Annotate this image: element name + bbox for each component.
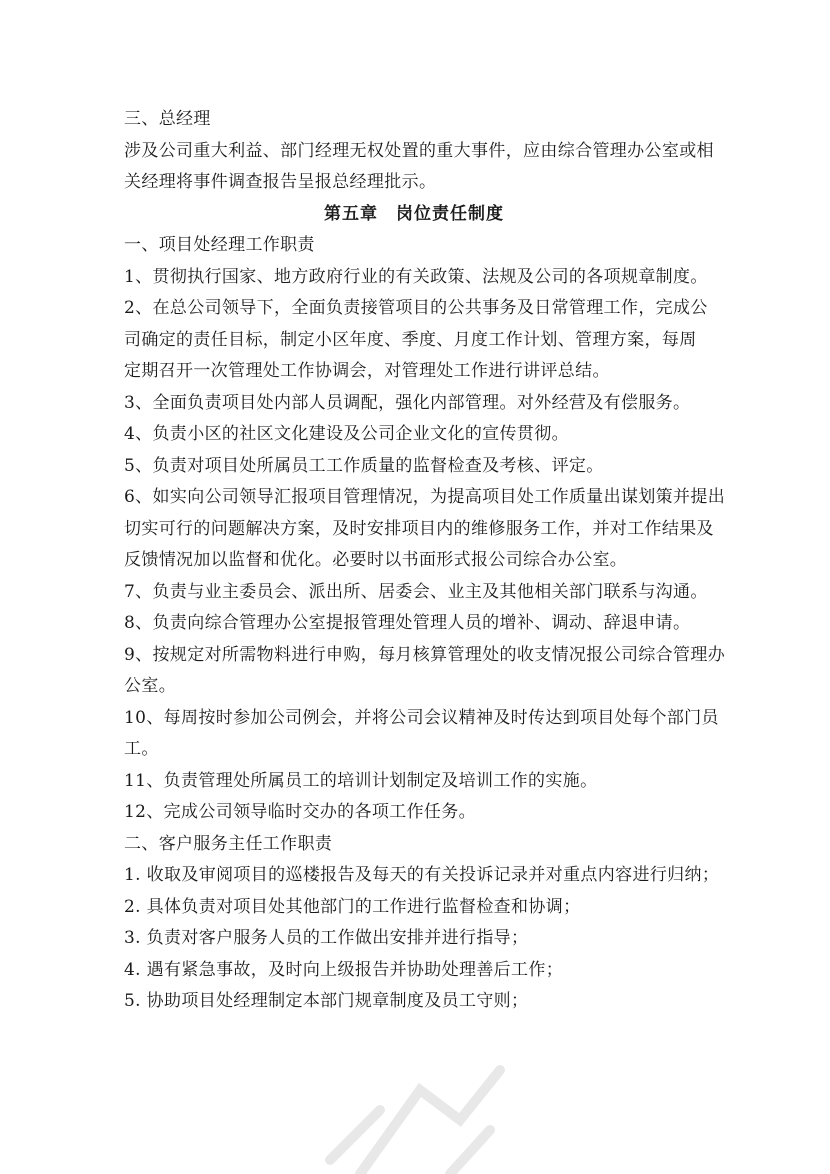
- section-heading-project-manager: 一、项目处经理工作职责: [124, 235, 315, 255]
- paragraph-line: 涉及公司重大利益、部门经理无权处置的重大事件，应由综合管理办公室或相: [124, 140, 714, 161]
- list-item: 2. 具体负责对项目处其他部门的工作进行监督检查和协调；: [124, 896, 581, 917]
- list-item: 8、负责向综合管理办公室提报管理处管理人员的增补、调动、辞退申请。: [124, 613, 691, 633]
- list-item: 2、在总公司领导下，全面负责接管项目的公共事务及日常管理工作，完成公: [124, 298, 708, 318]
- list-item-continuation: 定期召开一次管理处工作协调会，对管理处工作进行讲评总结。: [124, 361, 610, 381]
- list-item: 4. 遇有紧急事故，及时向上级报告并协助处理善后工作；: [124, 959, 564, 980]
- list-item: 5、负责对项目处所属员工工作质量的监督检查及考核、评定。: [124, 455, 604, 476]
- list-item-continuation: 公室。: [124, 676, 177, 696]
- list-item: 3、全面负责项目处内部人员调配，强化内部管理。对外经营及有偿服务。: [124, 392, 691, 413]
- list-item-continuation: 司确定的责任目标，制定小区年度、季度、月度工作计划、管理方案，每周: [124, 329, 697, 350]
- list-item: 10、每周按时参加公司例会，并将公司会议精神及时传达到项目处每个部门员: [124, 707, 719, 728]
- list-item: 9、按规定对所需物料进行申购，每月核算管理处的收支情况报公司综合管理办: [124, 644, 726, 665]
- list-item: 5. 协助项目处经理制定本部门规章制度及员工守则；: [124, 991, 529, 1011]
- watermark-graphic: [300, 1050, 580, 1174]
- list-item: 11、负责管理处所属员工的培训计划制定及培训工作的实施。: [124, 770, 598, 791]
- list-item: 1、贯彻执行国家、地方政府行业的有关政策、法规及公司的各项规章制度。: [124, 266, 708, 287]
- list-item: 1. 收取及审阅项目的巡楼报告及每天的有关投诉记录并对重点内容进行归纳；: [124, 865, 720, 885]
- list-item: 4、负责小区的社区文化建设及公司企业文化的宣传贯彻。: [124, 424, 569, 444]
- section-heading-customer-service: 二、客户服务主任工作职责: [124, 833, 333, 854]
- list-item: 6、如实向公司领导汇报项目管理情况，为提高项目处工作质量出谋划策并提出: [124, 487, 726, 507]
- document-body: [124, 104, 726, 1018]
- section-heading-general-manager: 三、总经理: [124, 109, 211, 129]
- chapter-title: 第五章 岗位责任制度: [324, 203, 504, 224]
- list-item-continuation: 反馈情况加以监督和优化。必要时以书面形式报公司综合办公室。: [124, 550, 628, 570]
- list-item: 3. 负责对客户服务人员的工作做出安排并进行指导；: [124, 928, 529, 948]
- list-item: 12、完成公司领导临时交办的各项工作任务。: [124, 802, 476, 822]
- list-item: 7、负责与业主委员会、派出所、居委会、业主及其他相关部门联系与沟通。: [124, 581, 708, 602]
- paragraph-line: 关经理将事件调查报告呈报总经理批示。: [124, 172, 437, 192]
- list-item-continuation: 工。: [124, 739, 159, 759]
- list-item-continuation: 切实可行的问题解决方案，及时安排项目内的维修服务工作，并对工作结果及: [124, 518, 714, 539]
